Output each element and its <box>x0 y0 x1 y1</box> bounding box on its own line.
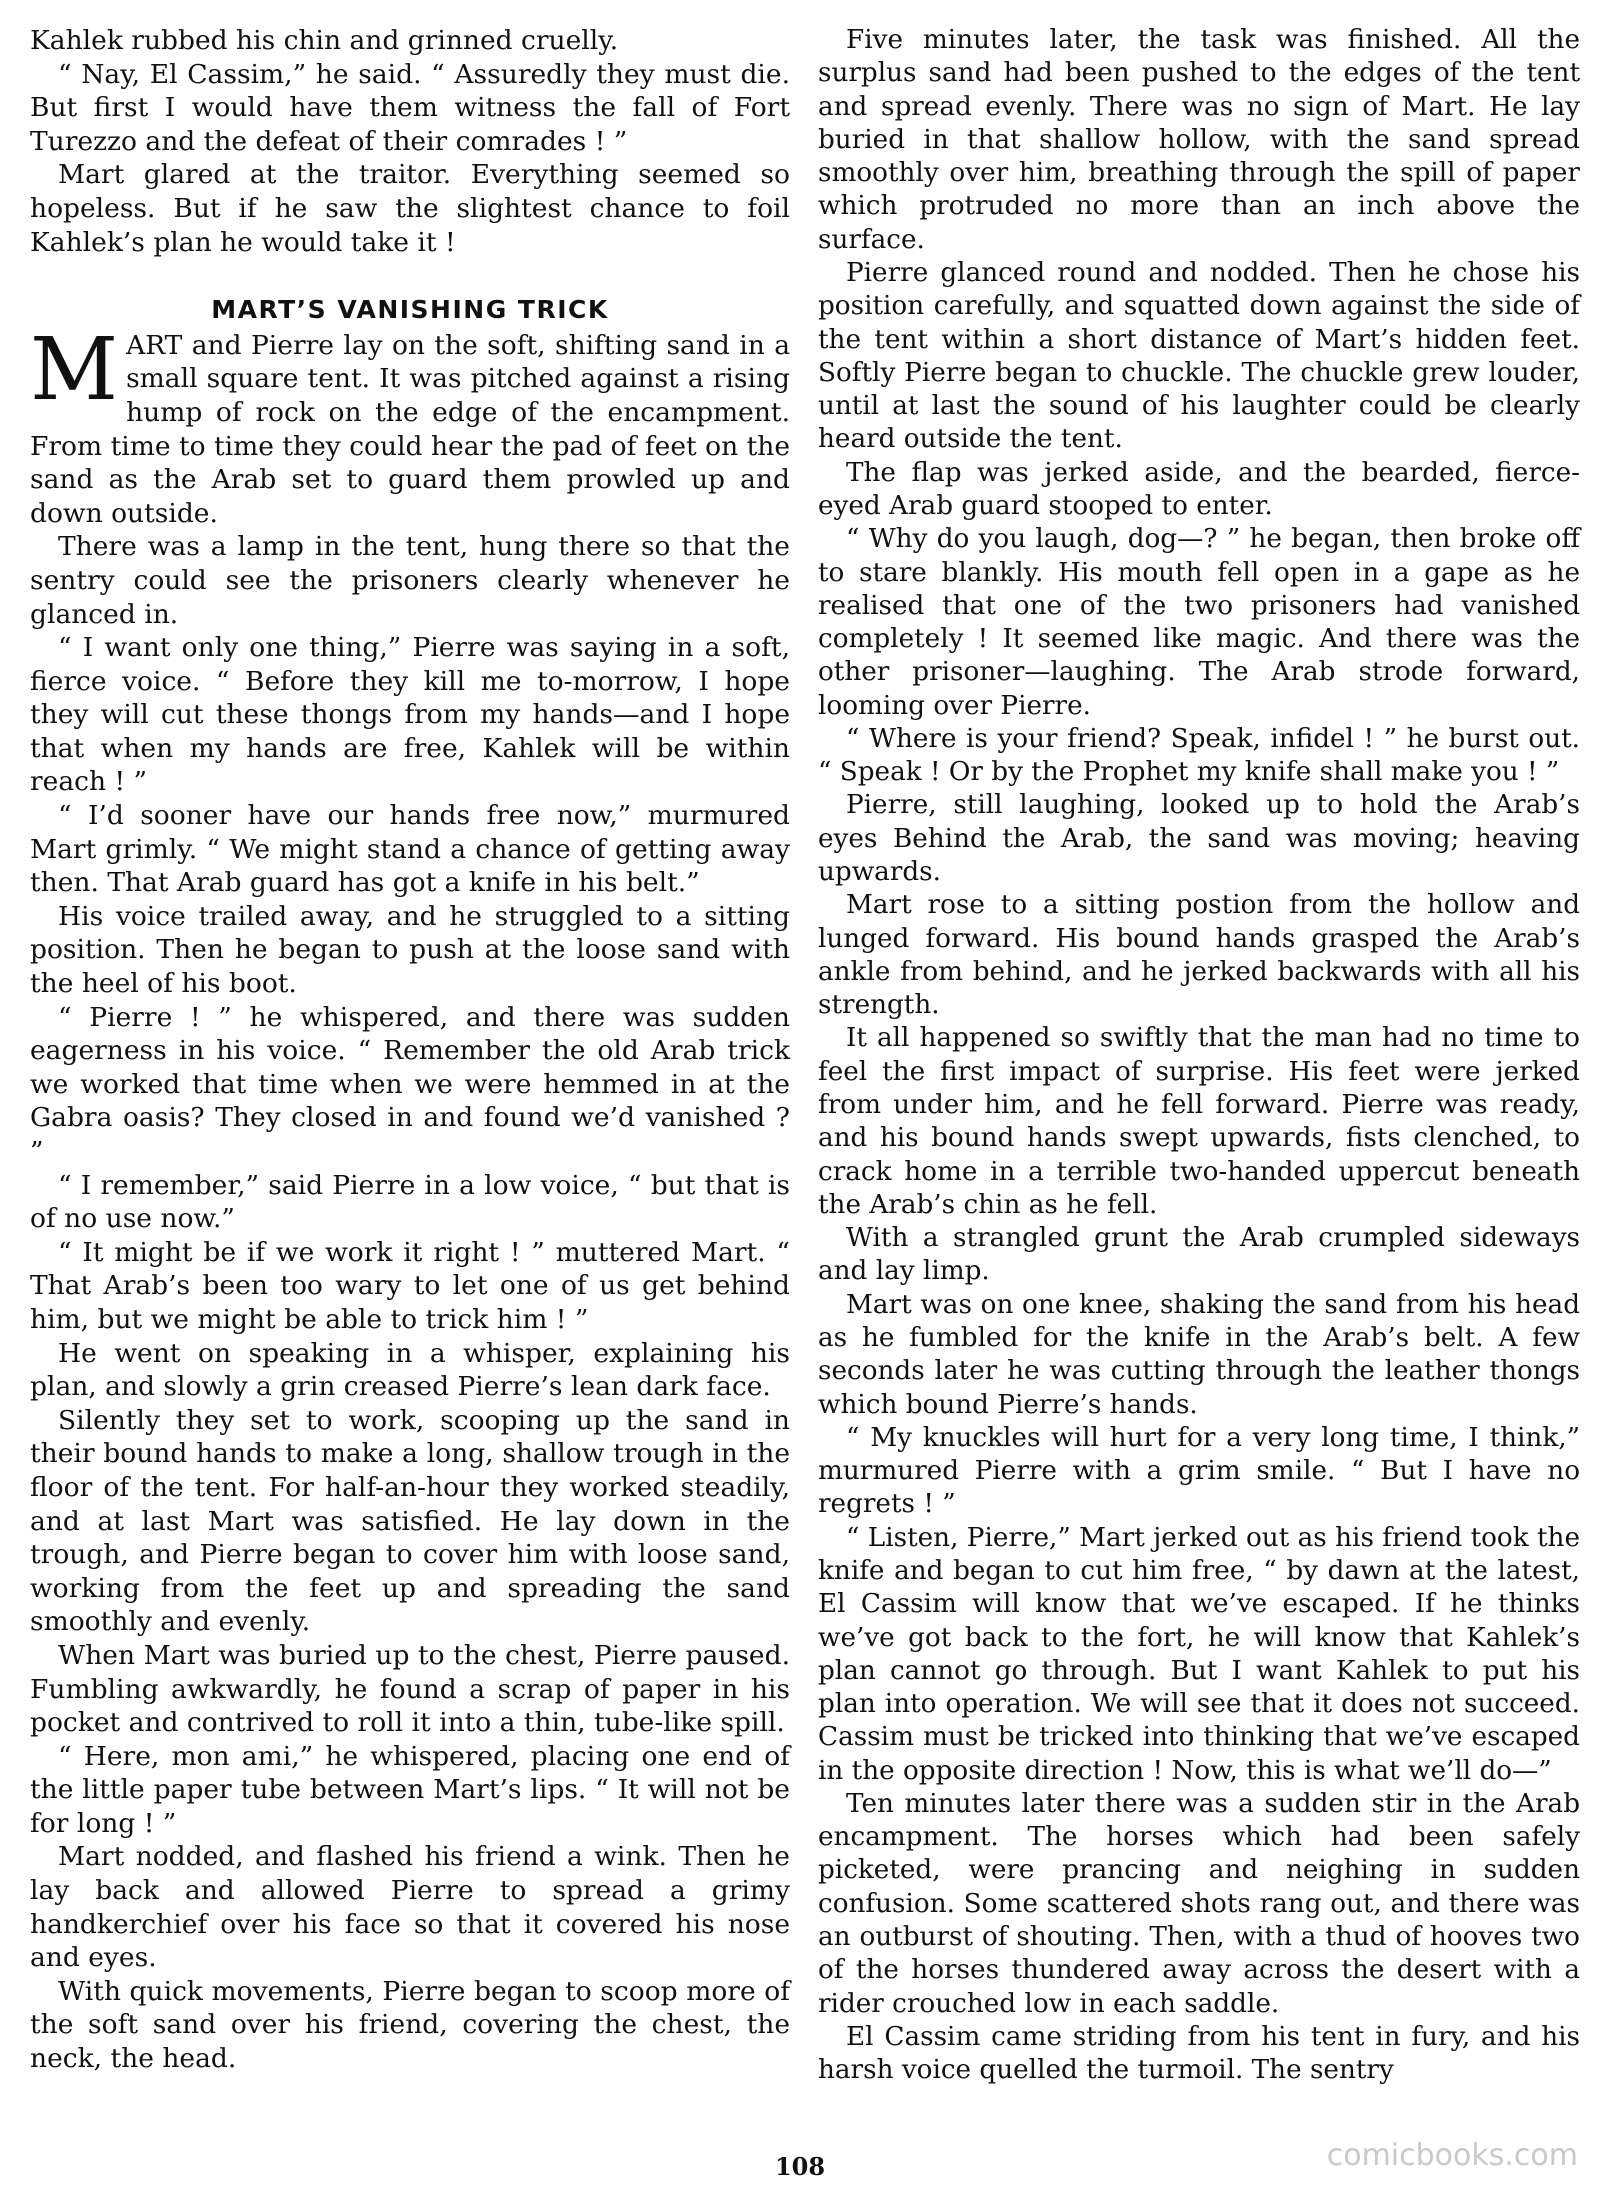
paragraph: “ I’d sooner have our hands free now,” murmured Mart grimly. “ We might stand a chance of getting away then. That Arab guard has got a knife in his belt.” <box>30 800 790 899</box>
drop-cap: M <box>30 319 119 420</box>
paragraph: There was a lamp in the tent, hung there so that the sentry could see the prisoners clearly whenever he glanced in. <box>30 531 790 630</box>
watermark: comicbooks.com <box>1326 2138 1578 2173</box>
paragraph: “ Here, mon ami,” he whispered, placing one end of the little paper tube between Mart’s lips. “ It will not be for long ! ” <box>30 1740 790 1839</box>
left-column <box>30 24 790 2076</box>
page-number: 108 <box>774 2152 826 2181</box>
paragraph: His voice trailed away, and he struggled to a sitting position. Then he began to push at the loose sand with the heel of his boot. <box>30 900 790 1000</box>
opening-paragraph <box>30 319 790 531</box>
paragraph: Mart nodded, and flashed his friend a wink. Then he lay back and allowed Pierre to spread a grimy handkerchief over his face so that it covered his nose and eyes. <box>30 1841 790 1974</box>
paragraph: “ Nay, El Cassim,” he said. “ Assuredly they must die. But first I would have them witness the fall of Fort Turezzo and the defeat of their comrades ! ” <box>30 58 790 157</box>
paragraph: He went on speaking in a whisper, explaining his plan, and slowly a grin creased Pierre’s lean dark face. <box>30 1337 790 1403</box>
paragraph: “ I want only one thing,” Pierre was saying in a soft, fierce voice. “ Before they kill me to-morrow, I hope they will cut these thongs from my hands—and I hope that when my hands are free, Kahlek will be within reach ! ” <box>30 632 790 798</box>
paragraph: Mart was on one knee, shaking the sand from his head as he fumbled for the knife in the Arab’s belt. A few seconds later he was cutting through the leather thongs which bound Pierre’s hands. <box>818 1289 1580 1420</box>
paragraph: “ Listen, Pierre,” Mart jerked out as his friend took the knife and began to cut him free, “ by dawn at the latest, El Cassim will know that we’ve escaped. If he thinks we’ve got back to the fort, he will know that Kahlek’s plan cannot go through. But I want Kahlek to put his plan into operation. We will see that it does not succeed. Cassim must be tricked into thinking that we’ve escaped in the opposite direction ! Now, this is what we’ll do—” <box>818 1522 1580 1786</box>
chapter-heading: MART’S VANISHING TRICK <box>211 295 609 325</box>
right-column <box>818 24 1580 2087</box>
paragraph: El Cassim came striding from his tent in fury, and his harsh voice quelled the turmoil. The sentry <box>818 2021 1580 2086</box>
opening-paragraph-text: ART and Pierre lay on the soft, shifting sand in a small square tent. It was pitched against a rising hump of rock on the edge of the encampment. From time to time they could hear the pad of feet on the sand as the Arab set to guard them prowled up and down outside. <box>30 329 790 529</box>
paragraph: It all happened so swiftly that the man had no time to feel the first impact of surprise. His feet were jerked from under him, and he fell forward. Pierre was ready, and his bound hands swept upwards, fists clenched, to crack home in a terrible two-handed uppercut beneath the Arab’s chin as he fell. <box>818 1023 1580 1220</box>
paragraph: “ Pierre ! ” he whispered, and there was sudden eagerness in his voice. “ Remember the old Arab trick we worked that time when we were hemmed in at the Gabra oasis? They closed in and found we’d vanished ? ” <box>30 1001 790 1167</box>
paragraph: Pierre glanced round and nodded. Then he chose his position carefully, and squatted down against the side of the tent within a short distance of Mart’s hidden feet. Softly Pierre began to chuckle. The chuckle grew louder, until at last the sound of his laughter could be clearly heard outside the tent. <box>818 257 1580 455</box>
paragraph: Five minutes later, the task was finished. All the surplus sand had been pushed to the edges of the tent and spread evenly. There was no sign of Mart. He lay buried in that shallow hollow, with the sand spread smoothly over him, breathing through the spill of paper which protruded no more than an inch above the surface. <box>818 25 1580 255</box>
paragraph: Mart glared at the traitor. Everything seemed so hopeless. But if he saw the slightest chance to foil Kahlek’s plan he would take it ! <box>30 159 790 258</box>
paragraph: Silently they set to work, scooping up the sand in their bound hands to make a long, shallow trough in the floor of the tent. For half-an-hour they worked steadily, and at last Mart was satisfied. He lay down in the trough, and Pierre began to cover him with loose sand, working from the feet up and spreading the sand smoothly and evenly. <box>30 1404 790 1638</box>
paragraph: “ I remember,” said Pierre in a low voice, “ but that is of no use now.” <box>30 1169 790 1235</box>
paragraph: “ Where is your friend? Speak, infidel ! ” he burst out. “ Speak ! Or by the Prophet my knife shall make you ! ” <box>818 723 1580 788</box>
paragraph: “ It might be if we work it right ! ” muttered Mart. “ That Arab’s been too wary to let one of us get behind him, but we might be able to trick him ! ” <box>30 1236 790 1335</box>
paragraph: Kahlek rubbed his chin and grinned cruelly. <box>30 25 619 56</box>
paragraph: Mart rose to a sitting postion from the hollow and lunged forward. His bound hands grasped the Arab’s ankle from behind, and he jerked backwards with all his strength. <box>818 890 1580 1021</box>
paragraph: When Mart was buried up to the chest, Pierre paused. Fumbling awkwardly, he found a scrap of paper in his pocket and contrived to roll it into a thin, tube-like spill. <box>30 1639 790 1739</box>
paragraph: With a strangled grunt the Arab crumpled sideways and lay limp. <box>818 1223 1580 1287</box>
paragraph: “ My knuckles will hurt for a very long time, I think,” murmured Pierre with a grim smile. “ But I have no regrets ! ” <box>818 1422 1580 1520</box>
paragraph: The flap was jerked aside, and the bearded, fierce-eyed Arab guard stooped to enter. <box>818 457 1580 521</box>
paragraph: “ Why do you laugh, dog—? ” he began, then broke off to stare blankly. His mouth fell open in a gape as he realised that one of the two prisoners had vanished completely ! It seemed like magic. And there was the other prisoner—laughing. The Arab strode forward, looming over Pierre. <box>818 524 1580 721</box>
paragraph: Pierre, still laughing, looked up to hold the Arab’s eyes Behind the Arab, the sand was moving; heaving upwards. <box>818 790 1580 888</box>
paragraph: With quick movements, Pierre began to scoop more of the soft sand over his friend, covering the chest, the neck, the head. <box>30 1975 790 2075</box>
paragraph: Ten minutes later there was a sudden stir in the Arab encampment. The horses which had been safely picketed, were prancing and neighing in sudden confusion. Some scattered shots rang out, and there was an outburst of shouting. Then, with a thud of hooves two of the horses thundered away across the desert with a rider crouched low in each saddle. <box>818 1788 1580 2019</box>
